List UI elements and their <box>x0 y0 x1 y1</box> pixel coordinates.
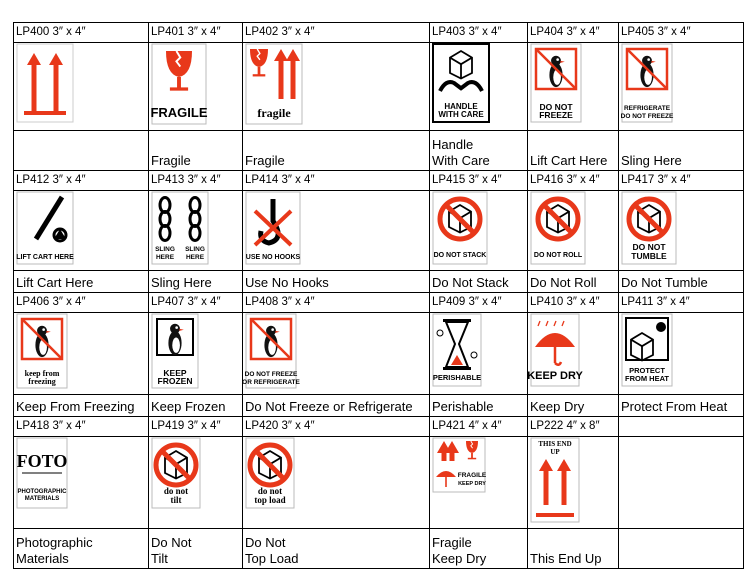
product-name: Lift Cart Here <box>14 271 149 293</box>
product-code: LP404 3″ x 4″ <box>528 23 619 43</box>
svg-text:keep from: keep from <box>24 369 60 378</box>
svg-text:KEEP DRY: KEEP DRY <box>458 481 486 487</box>
product-code: LP418 3″ x 4″ <box>14 417 149 437</box>
svg-text:KEEP: KEEP <box>163 368 187 378</box>
product-name <box>619 529 744 569</box>
svg-text:DO NOT: DO NOT <box>632 242 666 252</box>
handle-with-care-icon <box>432 43 490 123</box>
product-name: Do Not Roll <box>528 271 619 293</box>
product-code: LP412 3″ x 4″ <box>14 171 149 191</box>
code-row <box>14 23 744 43</box>
label-image-cell <box>619 313 744 395</box>
label-image-cell <box>528 437 619 529</box>
no-roll-icon <box>530 191 586 265</box>
product-name: Fragile Keep Dry <box>430 529 528 569</box>
svg-text:DO NOT FREEZE: DO NOT FREEZE <box>244 371 298 378</box>
sling-chains-icon <box>151 191 209 265</box>
label-image-cell <box>243 43 430 131</box>
product-name: Do Not Top Load <box>243 529 430 569</box>
name-row <box>14 395 744 417</box>
svg-text:WITH CARE: WITH CARE <box>438 110 484 119</box>
image-row <box>14 43 744 131</box>
image-row <box>14 313 744 395</box>
label-image-cell <box>528 313 619 395</box>
product-code: LP411 3″ x 4″ <box>619 293 744 313</box>
name-row <box>14 271 744 293</box>
umbrella-icon <box>527 313 583 387</box>
svg-text:top load: top load <box>254 495 286 505</box>
penguin-crossed-icon <box>530 43 582 123</box>
label-image-cell <box>619 191 744 271</box>
svg-text:do not: do not <box>257 486 283 496</box>
product-name: Photographic Materials <box>14 529 149 569</box>
label-image-cell <box>14 43 149 131</box>
no-hooks-icon <box>245 191 301 265</box>
no-top-load-icon <box>245 437 295 509</box>
svg-text:FROM HEAT: FROM HEAT <box>624 374 670 383</box>
fragile-arrows-icon <box>245 43 303 125</box>
product-code: LP419 3″ x 4″ <box>149 417 243 437</box>
penguin-crossed-icon <box>242 313 300 389</box>
foto-icon <box>16 437 68 509</box>
svg-text:THIS END: THIS END <box>538 440 572 448</box>
product-code: LP409 3″ x 4″ <box>430 293 528 313</box>
no-stack-icon <box>432 191 488 265</box>
product-name: Use No Hooks <box>243 271 430 293</box>
svg-text:REFRIGERATE: REFRIGERATE <box>623 105 671 112</box>
image-row <box>14 437 744 529</box>
svg-text:FROZEN: FROZEN <box>157 376 193 386</box>
label-image-cell <box>528 43 619 131</box>
product-name <box>14 131 149 171</box>
two-arrows-up-icon <box>16 43 74 123</box>
product-name: Do Not Tumble <box>619 271 744 293</box>
svg-text:PHOTOGRAPHIC: PHOTOGRAPHIC <box>17 489 67 495</box>
penguin-icon <box>151 313 199 389</box>
product-name: Keep From Freezing <box>14 395 149 417</box>
image-row <box>14 191 744 271</box>
product-code: LP410 3″ x 4″ <box>528 293 619 313</box>
label-image-cell <box>149 191 243 271</box>
label-catalog-table <box>13 22 744 569</box>
label-image-cell <box>149 437 243 529</box>
product-name: Keep Dry <box>528 395 619 417</box>
product-code: LP416 3″ x 4″ <box>528 171 619 191</box>
product-code: LP413 3″ x 4″ <box>149 171 243 191</box>
product-name: This End Up <box>528 529 619 569</box>
svg-text:DO NOT STACK: DO NOT STACK <box>433 252 487 259</box>
product-name: Perishable <box>430 395 528 417</box>
svg-text:do not: do not <box>163 486 189 496</box>
no-tilt-icon <box>151 437 201 509</box>
svg-text:KEEP DRY: KEEP DRY <box>527 370 583 382</box>
label-image-cell <box>528 191 619 271</box>
fragile-glass-icon <box>151 43 207 125</box>
svg-text:tilt: tilt <box>170 495 182 505</box>
label-image-cell <box>14 437 149 529</box>
product-code: LP408 3″ x 4″ <box>243 293 430 313</box>
name-row <box>14 529 744 569</box>
svg-text:FRAGILE: FRAGILE <box>457 472 487 479</box>
label-image-cell <box>14 313 149 395</box>
this-end-up-icon <box>530 437 580 523</box>
svg-text:HANDLE: HANDLE <box>444 102 478 111</box>
label-image-cell <box>430 43 528 131</box>
product-name: Keep Frozen <box>149 395 243 417</box>
product-code: LP222 4″ x 8″ <box>528 417 619 437</box>
svg-text:MATERIALS: MATERIALS <box>24 496 60 502</box>
label-image-cell <box>619 437 744 529</box>
label-image-cell <box>619 43 744 131</box>
product-code: LP402 3″ x 4″ <box>243 23 430 43</box>
svg-text:LIFT CART HERE: LIFT CART HERE <box>16 254 74 261</box>
svg-text:FRAGILE: FRAGILE <box>150 105 208 120</box>
svg-text:USE NO HOOKS: USE NO HOOKS <box>245 254 301 261</box>
label-image-cell <box>149 43 243 131</box>
svg-text:TUMBLE: TUMBLE <box>631 251 667 261</box>
product-name: Fragile <box>149 131 243 171</box>
code-row <box>14 417 744 437</box>
label-image-cell <box>430 191 528 271</box>
product-name: Handle With Care <box>430 131 528 171</box>
svg-text:HERE: HERE <box>185 254 205 261</box>
svg-text:DO NOT: DO NOT <box>539 102 573 112</box>
svg-text:PROTECT: PROTECT <box>629 366 665 375</box>
product-code: LP414 3″ x 4″ <box>243 171 430 191</box>
hourglass-icon <box>432 313 482 387</box>
product-name: Sling Here <box>149 271 243 293</box>
product-code: LP406 3″ x 4″ <box>14 293 149 313</box>
label-image-cell <box>149 313 243 395</box>
product-name: Lift Cart Here <box>528 131 619 171</box>
product-name: Protect From Heat <box>619 395 744 417</box>
product-code: LP421 4″ x 4″ <box>430 417 528 437</box>
label-image-cell <box>243 191 430 271</box>
product-name: Fragile <box>243 131 430 171</box>
svg-text:SLING: SLING <box>185 246 205 253</box>
product-code: LP401 3″ x 4″ <box>149 23 243 43</box>
product-name: Sling Here <box>619 131 744 171</box>
svg-text:fragile: fragile <box>257 106 291 120</box>
name-row <box>14 131 744 171</box>
svg-text:DO NOT ROLL: DO NOT ROLL <box>533 252 583 259</box>
svg-text:FOTO: FOTO <box>16 451 68 471</box>
svg-text:FREEZE: FREEZE <box>539 110 573 120</box>
svg-text:freezing: freezing <box>28 377 56 386</box>
label-image-cell <box>243 437 430 529</box>
penguin-crossed-icon <box>621 43 673 123</box>
penguin-crossed-icon <box>16 313 68 389</box>
sun-box-icon <box>621 313 673 387</box>
svg-text:OR REFRIGERATE: OR REFRIGERATE <box>242 379 300 386</box>
product-code: LP400 3″ x 4″ <box>14 23 149 43</box>
label-image-cell <box>14 191 149 271</box>
product-code: LP420 3″ x 4″ <box>243 417 430 437</box>
product-code: LP415 3″ x 4″ <box>430 171 528 191</box>
fragile-keep-dry-icon <box>432 437 486 493</box>
code-row <box>14 171 744 191</box>
label-image-cell <box>430 437 528 529</box>
product-code: LP407 3″ x 4″ <box>149 293 243 313</box>
svg-text:SLING: SLING <box>155 246 175 253</box>
lift-cart-icon <box>16 191 74 265</box>
product-name: Do Not Freeze or Refrigerate <box>243 395 430 417</box>
product-code: LP403 3″ x 4″ <box>430 23 528 43</box>
product-code: LP405 3″ x 4″ <box>619 23 744 43</box>
no-tumble-icon <box>621 191 677 265</box>
product-name: Do Not Stack <box>430 271 528 293</box>
code-row <box>14 293 744 313</box>
label-image-cell <box>430 313 528 395</box>
svg-text:UP: UP <box>550 448 560 456</box>
product-code <box>619 417 744 437</box>
label-image-cell <box>243 313 430 395</box>
product-name: Do Not Tilt <box>149 529 243 569</box>
svg-text:DO NOT FREEZE: DO NOT FREEZE <box>620 113 674 120</box>
svg-text:HERE: HERE <box>155 254 175 261</box>
product-code: LP417 3″ x 4″ <box>619 171 744 191</box>
svg-text:PERISHABLE: PERISHABLE <box>432 373 482 382</box>
